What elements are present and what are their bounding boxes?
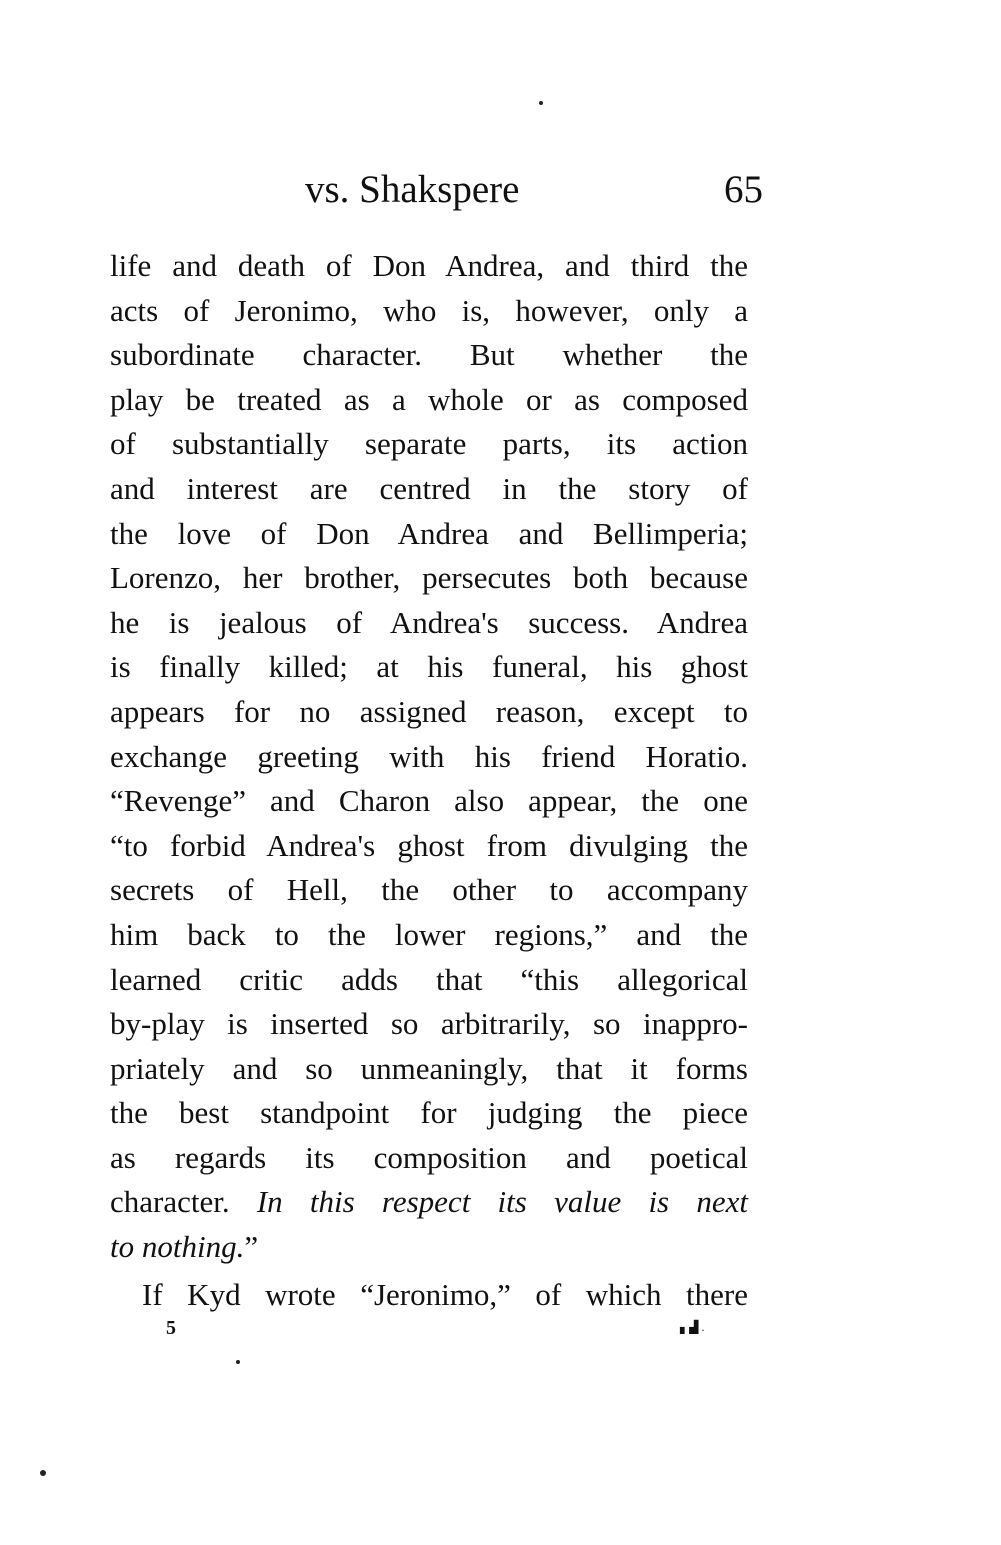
text-line: learned critic adds that “this allegorical [110, 961, 748, 997]
text-line: exchange greeting with his friend Horatio. [110, 738, 748, 774]
text-line: by-play is inserted so arbitrarily, so inappro- [110, 1006, 748, 1042]
scan-speck [236, 1360, 240, 1364]
text-line: as regards its composition and poetical [110, 1139, 748, 1175]
text-line: Lorenzo, her brother, persecutes both because [110, 560, 748, 596]
scan-speck [539, 101, 543, 105]
text-line: and interest are centred in the story of [110, 470, 748, 506]
text-italic: In this respect its value is next [256, 1184, 748, 1220]
text-line: “to forbid Andrea's ghost from divulging the [110, 827, 748, 863]
text-line: is finally killed; at his funeral, his ghost [110, 649, 748, 685]
text-line: secrets of Hell, the other to accompany [110, 872, 748, 908]
text-line: “Revenge” and Charon also appear, the one [110, 783, 748, 819]
paragraph-start: If Kyd wrote “Jeronimo,” of which there [142, 1277, 748, 1312]
text-line: play be treated as a whole or as composed [110, 381, 748, 417]
signature-mark: 5 [166, 1317, 176, 1339]
text-line [110, 1225, 748, 1270]
text-line: life and death of Don Andrea, and third the [110, 248, 748, 283]
text-line: of substantially separate parts, its action [110, 426, 748, 462]
text-roman: ” [244, 1229, 259, 1265]
page-number: 65 [724, 168, 763, 211]
text-line: subordinate character. But whether the [110, 337, 748, 373]
paragraph-body [110, 244, 748, 1270]
text-line: the best standpoint for judging the piece [110, 1095, 748, 1131]
running-title: vs. Shakspere [305, 168, 520, 211]
text-line: acts of Jeronimo, who is, however, only a [110, 292, 748, 328]
text-roman: character. [110, 1184, 257, 1220]
text-line [110, 1180, 748, 1225]
text-line: the love of Don Andrea and Bellimperia; [110, 515, 748, 551]
scan-speck [40, 1470, 46, 1476]
text-line: him back to the lower regions,” and the [110, 916, 748, 952]
scan-artifact: ▖▟ . [680, 1320, 705, 1334]
text-line: he is jealous of Andrea's success. Andrea [110, 604, 748, 640]
text-italic: to nothing. [110, 1229, 245, 1265]
text-line: priately and so unmeaningly, that it forms [110, 1050, 748, 1086]
text-line: appears for no assigned reason, except to [110, 693, 748, 729]
